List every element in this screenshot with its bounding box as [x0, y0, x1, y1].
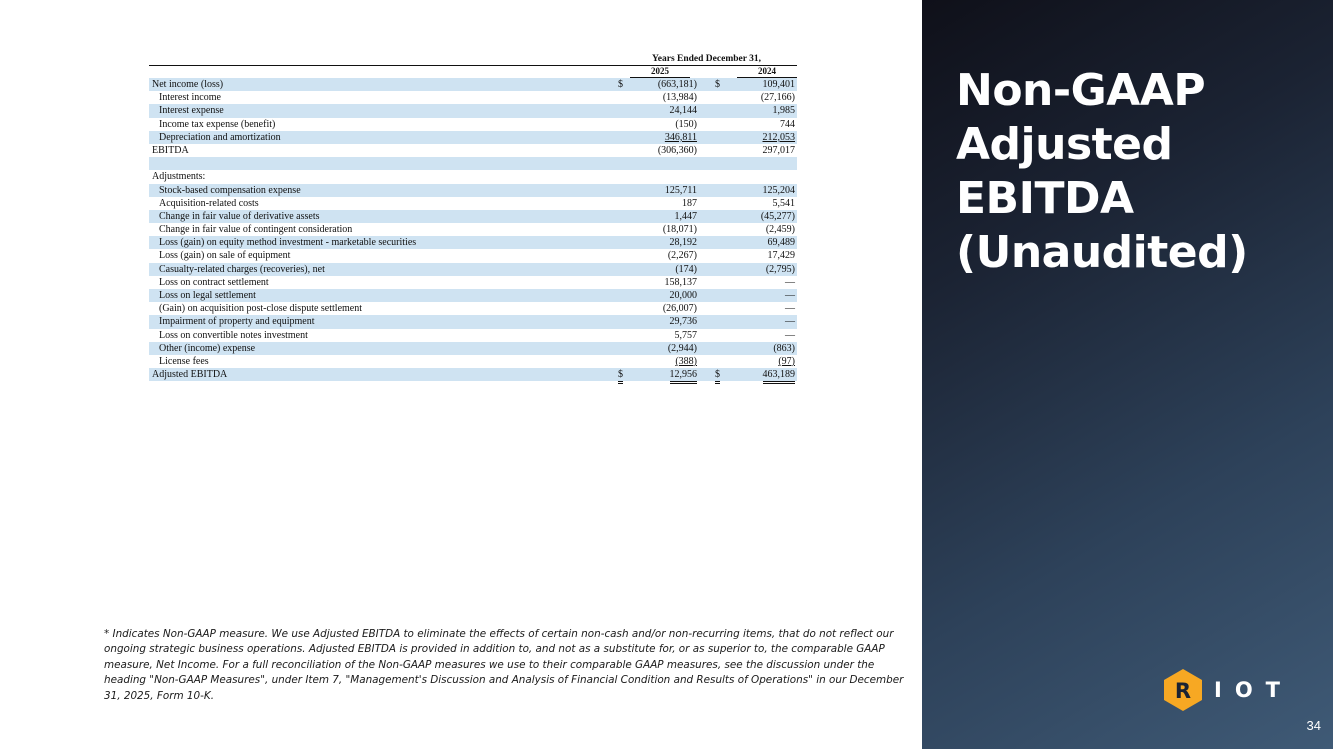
value-2024: — [785, 329, 795, 341]
value-2025: (26,007) [662, 303, 697, 315]
value-2024: 17,429 [767, 250, 795, 262]
value-2024: — [785, 303, 795, 315]
value-2024: 212,053 [762, 131, 795, 143]
footnote: * Indicates Non-GAAP measure. We use Adjusted EBITDA to eliminate the effects of certain non-cash and/or non-recurring items, that do not reflect our ongoing strategic business operations. Adjusted EBITDA is provided in addition to, and not as a substitute for, or as superior to, the comparable GAAP measure, Net Income. For a full reconciliation of the Non-GAAP measures we use to their comparable GAAP measures, see the discussion under the heading "Non-GAAP Measures", under Item 7, "Management's Discussion and Analysis of Financial Condition and Results of Operations" in our December 31, 2025, Form 10-K. [104, 628, 904, 702]
value-2025: (2,944) [667, 342, 697, 354]
table-row [149, 184, 797, 197]
table-row [149, 91, 797, 104]
row-label: Adjusted EBITDA [152, 369, 228, 381]
hexagon-logo-icon [1162, 668, 1204, 712]
adjustments-heading-row [149, 170, 797, 183]
title-line: Non-GAAP [956, 65, 1206, 116]
value-2025: (306,360) [657, 144, 697, 156]
value-2024: 125,204 [762, 184, 795, 196]
value-2024: (2,459) [765, 224, 795, 236]
logo-mark: R [1174, 679, 1192, 703]
row-label: Interest income [159, 92, 221, 104]
table-row [149, 263, 797, 276]
table-row [149, 78, 797, 91]
value-2025: (18,071) [662, 224, 697, 236]
row-label: Loss on convertible notes investment [159, 329, 308, 341]
table-row [149, 236, 797, 249]
table-row [149, 131, 797, 144]
row-label: Stock-based compensation expense [159, 184, 301, 196]
value-2024: (97) [778, 355, 795, 367]
value-2025: 187 [682, 197, 697, 209]
title-line: EBITDA [956, 173, 1134, 224]
value-2025: (2,267) [667, 250, 697, 262]
row-label: Other (income) expense [159, 342, 256, 354]
value-2024: 463,189 [763, 368, 796, 384]
year-2025-header: 2025 [630, 66, 690, 78]
year-header-row [149, 65, 797, 78]
spacer-row [149, 157, 797, 170]
page-title [956, 64, 1316, 280]
table-row [149, 276, 797, 289]
value-2024: 297,017 [762, 144, 795, 156]
row-label: (Gain) on acquisition post-close dispute settlement [159, 303, 363, 315]
row-label: Change in fair value of derivative assets [159, 210, 320, 222]
value-2025: 24,144 [669, 105, 697, 117]
currency-symbol: $ [618, 79, 623, 90]
riot-logo [1162, 668, 1293, 712]
row-label: Casualty-related charges (recoveries), net [159, 263, 325, 275]
table-row-adjusted-ebitda [149, 368, 797, 381]
logo-text: IOT [1214, 678, 1293, 702]
value-2025: 29,736 [669, 316, 697, 328]
ebitda-reconciliation-table [149, 54, 797, 381]
value-2024: 69,489 [767, 237, 795, 249]
row-label: License fees [159, 355, 209, 367]
value-2024: (863) [773, 342, 795, 354]
table-row [149, 104, 797, 117]
value-2025: 20,000 [669, 290, 697, 301]
table-row [149, 302, 797, 315]
row-label: Interest expense [159, 105, 224, 117]
table-row [149, 329, 797, 342]
value-2024: — [785, 290, 795, 301]
value-2024: (45,277) [760, 210, 795, 222]
title-line: (Unaudited) [956, 227, 1248, 278]
value-2025: (13,984) [662, 92, 697, 104]
row-label: Income tax expense (benefit) [159, 118, 276, 130]
adjustments-label: Adjustments: [152, 171, 206, 183]
value-2025: 346,811 [664, 131, 697, 143]
value-2024: — [785, 276, 795, 288]
table-row [149, 315, 797, 328]
value-2025: 158,137 [664, 276, 697, 288]
row-label: Change in fair value of contingent consideration [159, 224, 353, 236]
value-2025: (663,181) [657, 79, 697, 90]
currency-symbol: $ [715, 79, 720, 90]
table-row [149, 249, 797, 262]
year-2024-header: 2024 [737, 66, 797, 78]
period-header-text: Years Ended December 31, [651, 54, 762, 64]
table-row-ebitda [149, 144, 797, 157]
row-label: Loss on contract settlement [159, 276, 269, 288]
value-2025: 5,757 [674, 329, 697, 341]
row-label: Impairment of property and equipment [159, 316, 315, 328]
value-2025: 12,956 [670, 368, 698, 384]
value-2025: (388) [675, 355, 697, 367]
title-panel [922, 0, 1333, 749]
value-2024: 5,541 [772, 197, 795, 209]
table-row [149, 118, 797, 131]
value-2025: (174) [675, 263, 697, 275]
page-number: 34 [1306, 718, 1321, 733]
row-label: Depreciation and amortization [159, 131, 281, 143]
title-line: Adjusted [956, 119, 1173, 170]
value-2024: (27,166) [760, 92, 795, 104]
value-2025: 125,711 [664, 184, 697, 196]
table-row [149, 223, 797, 236]
table-row [149, 355, 797, 368]
table-row [149, 197, 797, 210]
value-2025: 1,447 [674, 210, 697, 222]
value-2025: 28,192 [669, 237, 697, 249]
value-2025: (150) [675, 118, 697, 130]
value-2024: (2,795) [765, 263, 795, 275]
row-label: EBITDA [152, 144, 189, 156]
value-2024: 744 [780, 118, 795, 130]
row-label: Loss (gain) on sale of equipment [159, 250, 291, 262]
value-2024: 1,985 [772, 105, 795, 117]
row-label: Acquisition-related costs [159, 197, 259, 209]
value-2024: — [785, 316, 795, 328]
value-2024: 109,401 [762, 79, 795, 90]
period-header [149, 54, 797, 65]
row-label: Loss on legal settlement [159, 290, 256, 301]
row-label: Net income (loss) [152, 79, 224, 90]
table-row [149, 342, 797, 355]
currency-symbol: $ [618, 368, 623, 384]
currency-symbol: $ [715, 368, 720, 384]
row-label: Loss (gain) on equity method investment - marketable securities [159, 237, 417, 249]
table-row [149, 289, 797, 302]
table-row [149, 210, 797, 223]
